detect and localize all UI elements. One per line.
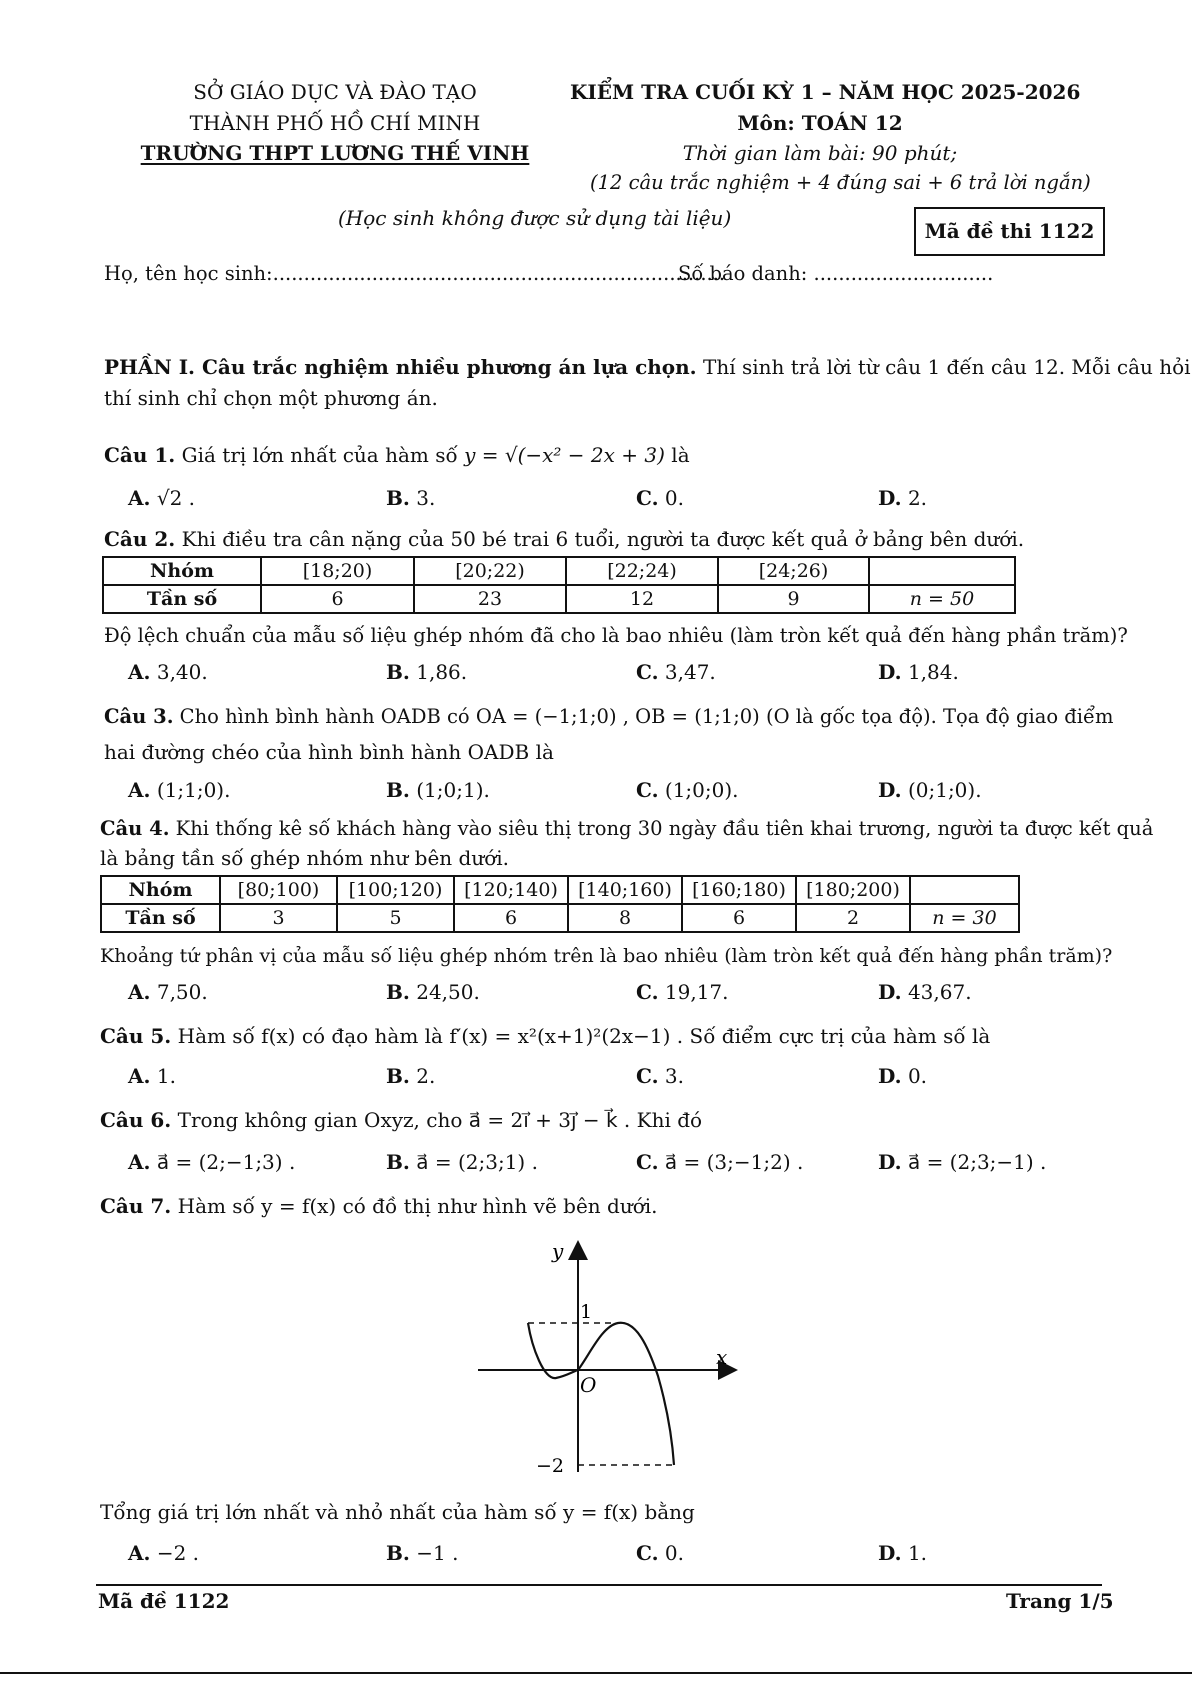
option-b: B. 3. [386, 486, 436, 510]
part1-instructions-2: thí sinh chỉ chọn một phương án. [104, 386, 438, 410]
option-a: A. 1. [128, 1064, 176, 1088]
option-b: B. 24,50. [386, 980, 480, 1004]
question-1 [104, 443, 690, 467]
option-b: B. 1,86. [386, 660, 468, 684]
question-3-line-2: hai đường chéo của hình bình hành OADB là [104, 740, 554, 764]
option-c: C. 3. [636, 1064, 684, 1088]
question-5 [100, 1024, 990, 1048]
question-text: Trong không gian Oxyz, cho a⃗ = 2i⃗ + 3j⃗ − k⃗ . Khi đó [171, 1108, 703, 1132]
customer-frequency-table [100, 875, 1020, 933]
question-label: Câu 3. [104, 705, 174, 728]
question-4 [100, 817, 1153, 840]
city-name: THÀNH PHỐ HỒ CHÍ MINH [189, 111, 481, 135]
exam-code-box: Mã đề thi 1122 [914, 207, 1105, 256]
question-label: Câu 1. [104, 443, 176, 467]
option-c: C. 19,17. [636, 980, 729, 1004]
option-b: B. 2. [386, 1064, 436, 1088]
option-c: C. 3,47. [636, 660, 716, 684]
option-d: D. 0. [878, 1064, 928, 1088]
tick-label-1: 1 [580, 1301, 593, 1323]
exam-note: (Học sinh không được sử dụng tài liệu) [338, 206, 732, 230]
option-d: D. 1,84. [878, 660, 959, 684]
footer-page-number: Trang 1/5 [1006, 1589, 1114, 1613]
table-row: Nhóm [18;20) [20;22) [22;24) [24;26) [103, 557, 1015, 585]
origin-label: O [580, 1373, 597, 1397]
option-a: A. (1;1;0). [128, 778, 231, 802]
option-c: C. 0. [636, 486, 684, 510]
option-a: A. 3,40. [128, 660, 208, 684]
part1-instructions: Thí sinh trả lời từ câu 1 đến câu 12. Mỗi câu hỏi [696, 355, 1191, 379]
question-text: Hàm số f(x) có đạo hàm là f′(x) = x²(x+1)²(2x−1) . Số điểm cực trị của hàm số là [171, 1024, 991, 1048]
table-row: Tần số 3 5 6 8 6 2 n = 30 [101, 904, 1019, 932]
option-d: D. 2. [878, 486, 928, 510]
option-d: D. 1. [878, 1541, 928, 1565]
table-row: Nhóm [80;100) [100;120) [120;140) [140;160) [160;180) [180;200) [101, 876, 1019, 904]
option-b: B. (1;0;1). [386, 778, 490, 802]
question-7-prompt: Tổng giá trị lớn nhất và nhỏ nhất của hàm số y = f(x) bằng [100, 1500, 695, 1524]
question-text: Cho hình bình hành OADB có OA = (−1;1;0) , OB = (1;1;0) (O là gốc tọa độ). Tọa độ giao điểm [173, 705, 1114, 728]
option-b: B. a⃗ = (2;3;1) . [386, 1150, 538, 1174]
question-text: Giá trị lớn nhất của hàm số [175, 443, 465, 467]
question-text: là [664, 443, 690, 467]
option-c: C. 0. [636, 1541, 684, 1565]
question-label: Câu 2. [104, 527, 176, 551]
department-name: SỞ GIÁO DỤC VÀ ĐÀO TẠO [193, 80, 477, 104]
exam-structure: (12 câu trắc nghiệm + 4 đúng sai + 6 trả lời ngắn) [590, 171, 1091, 194]
question-text: Khi thống kê số khách hàng vào siêu thị trong 30 ngày đầu tiên khai trương, người ta được kết quả [169, 817, 1154, 840]
tick-label-minus-2: −2 [536, 1455, 565, 1476]
option-b: B. −1 . [386, 1541, 459, 1565]
option-d: D. (0;1;0). [878, 778, 982, 802]
exam-time: Thời gian làm bài: 90 phút; [682, 141, 958, 165]
option-c: C. a⃗ = (3;−1;2) . [636, 1150, 804, 1174]
exam-subject: Môn: TOÁN 12 [737, 111, 903, 135]
question-label: Câu 4. [100, 817, 170, 840]
student-id-field: Số báo danh: ............................. [678, 262, 994, 285]
weight-frequency-table [102, 556, 1016, 614]
footer-exam-code: Mã đề 1122 [98, 1589, 230, 1613]
question-2-prompt: Độ lệch chuẩn của mẫu số liệu ghép nhóm đã cho là bao nhiêu (làm tròn kết quả đến hàng phần trăm)? [104, 624, 1128, 647]
page-edge-line [0, 1672, 1192, 1674]
option-c: C. (1;0;0). [636, 778, 739, 802]
question-6 [100, 1108, 702, 1132]
question-label: Câu 5. [100, 1024, 172, 1048]
option-a: A. 7,50. [128, 980, 208, 1004]
function-curve [528, 1323, 674, 1465]
question-label: Câu 7. [100, 1194, 172, 1218]
student-name-field: Họ, tên học sinh:......................................................................... [104, 262, 726, 285]
question-label: Câu 6. [100, 1108, 172, 1132]
function-graph [466, 1236, 746, 1476]
school-name: TRƯỜNG THPT LƯƠNG THẾ VINH [140, 141, 530, 165]
question-text: Khi điều tra cân nặng của 50 bé trai 6 tuổi, người ta được kết quả ở bảng bên dưới. [175, 527, 1025, 551]
part1-intro [104, 355, 1191, 379]
question-7 [100, 1194, 658, 1218]
option-a: A. √2 . [128, 486, 196, 510]
y-axis-label: y [552, 1239, 564, 1263]
question-2 [104, 527, 1024, 551]
question-4-prompt: Khoảng tứ phân vị của mẫu số liệu ghép nhóm trên là bao nhiêu (làm tròn kết quả đến hàng phần trăm)? [100, 945, 1113, 967]
question-formula: y = √(−x² − 2x + 3) [464, 443, 665, 467]
option-d: D. 43,67. [878, 980, 972, 1004]
x-axis-label: x [716, 1345, 728, 1369]
option-a: A. −2 . [128, 1541, 200, 1565]
question-text: Hàm số y = f(x) có đồ thị như hình vẽ bên dưới. [171, 1194, 658, 1218]
footer-divider [96, 1584, 1102, 1586]
exam-title: KIỂM TRA CUỐI KỲ 1 – NĂM HỌC 2025-2026 [570, 80, 1081, 104]
option-d: D. a⃗ = (2;3;−1) . [878, 1150, 1047, 1174]
option-a: A. a⃗ = (2;−1;3) . [128, 1150, 296, 1174]
question-3 [104, 705, 1113, 728]
table-row: Tần số 6 23 12 9 n = 50 [103, 585, 1015, 613]
part1-title: PHẦN I. Câu trắc nghiệm nhiều phương án lựa chọn. [104, 355, 697, 379]
question-4-line-2: là bảng tần số ghép nhóm như bên dưới. [100, 846, 509, 870]
